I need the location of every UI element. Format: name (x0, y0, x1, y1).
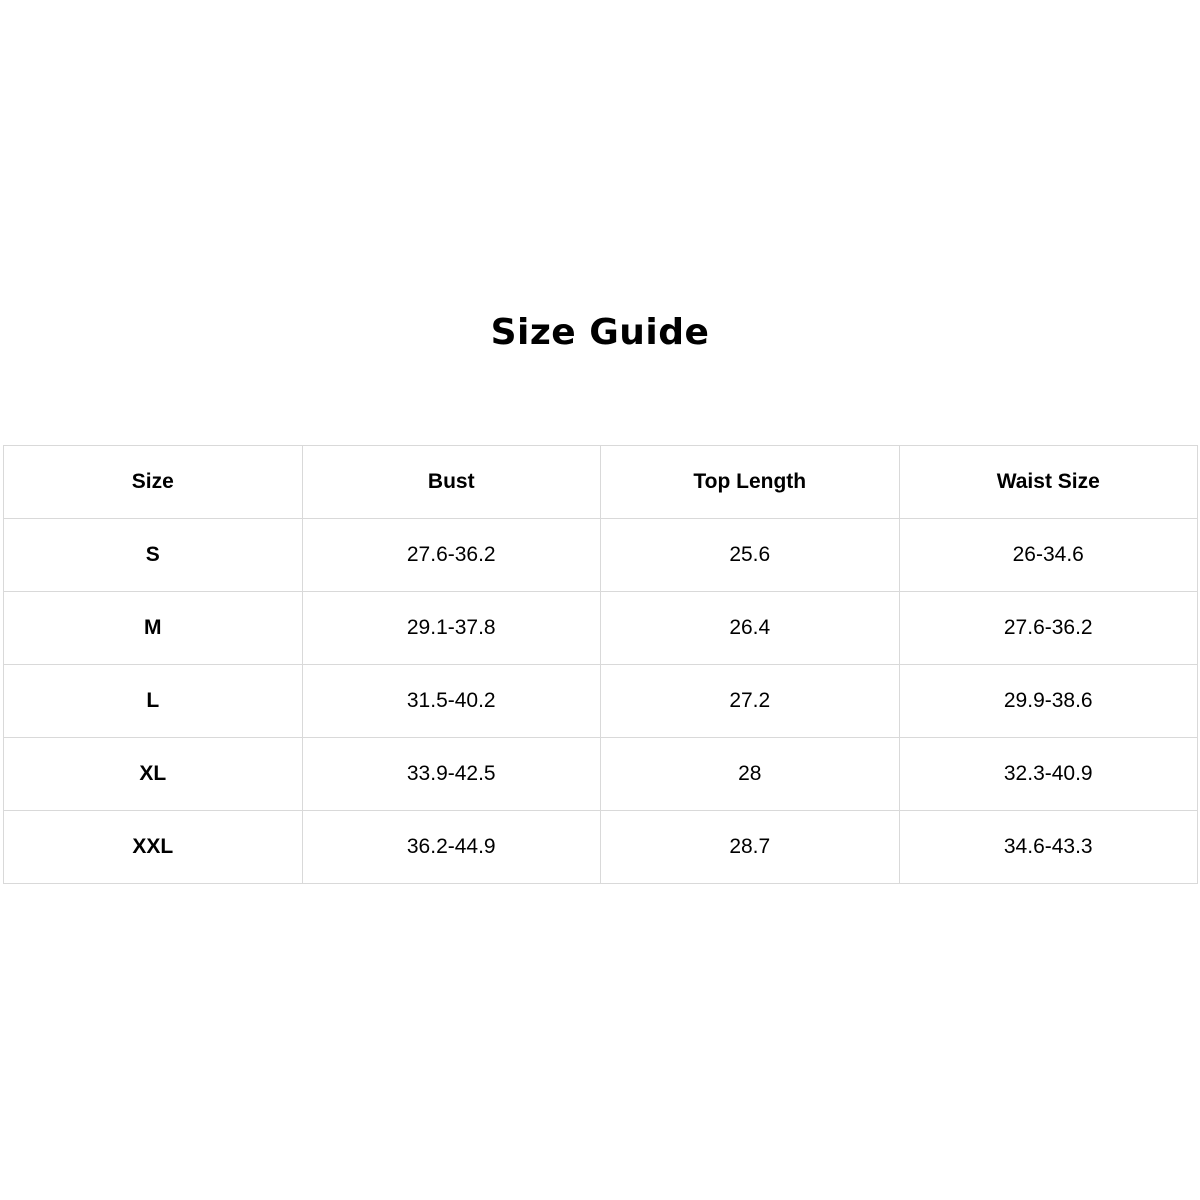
column-header-size: Size (4, 446, 303, 519)
table-row (4, 592, 1198, 665)
waist-size-cell: 27.6-36.2 (899, 592, 1198, 665)
bust-cell: 33.9-42.5 (302, 738, 601, 811)
bust-cell: 29.1-37.8 (302, 592, 601, 665)
waist-size-cell: 32.3-40.9 (899, 738, 1198, 811)
column-header-top-length: Top Length (601, 446, 900, 519)
top-length-cell: 28.7 (601, 811, 900, 884)
waist-size-cell: 34.6-43.3 (899, 811, 1198, 884)
bust-cell: 36.2-44.9 (302, 811, 601, 884)
size-guide-table (3, 445, 1198, 884)
size-cell: M (4, 592, 303, 665)
bust-cell: 27.6-36.2 (302, 519, 601, 592)
size-cell: S (4, 519, 303, 592)
table-row (4, 738, 1198, 811)
bust-cell: 31.5-40.2 (302, 665, 601, 738)
top-length-cell: 28 (601, 738, 900, 811)
size-cell: XXL (4, 811, 303, 884)
column-header-bust: Bust (302, 446, 601, 519)
page-title: Size Guide (490, 312, 710, 353)
table-row (4, 811, 1198, 884)
table-row (4, 665, 1198, 738)
column-header-waist-size: Waist Size (899, 446, 1198, 519)
top-length-cell: 26.4 (601, 592, 900, 665)
table-row (4, 519, 1198, 592)
waist-size-cell: 29.9-38.6 (899, 665, 1198, 738)
top-length-cell: 25.6 (601, 519, 900, 592)
waist-size-cell: 26-34.6 (899, 519, 1198, 592)
size-cell: L (4, 665, 303, 738)
size-cell: XL (4, 738, 303, 811)
top-length-cell: 27.2 (601, 665, 900, 738)
table-header-row (4, 446, 1198, 519)
